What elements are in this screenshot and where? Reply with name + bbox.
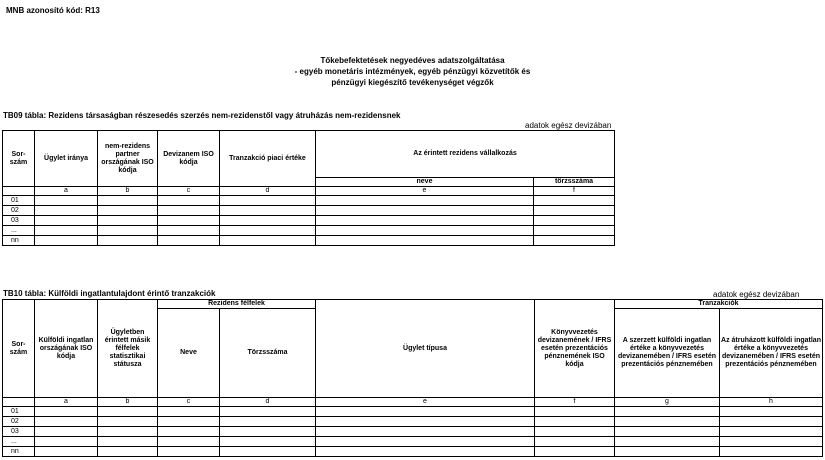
tb10-cell[interactable] — [98, 407, 158, 417]
tb09-letter: c — [158, 187, 220, 196]
tb10-header-tipus: Ügylet típusa — [316, 300, 535, 398]
tb10-cell[interactable] — [535, 437, 615, 447]
table-row — [3, 417, 823, 427]
tb09-header-vallalkozas: Az érintett rezidens vállalkozás — [316, 131, 615, 178]
tb09-cell[interactable] — [98, 236, 158, 246]
table-row — [3, 447, 823, 457]
tb09-cell[interactable] — [98, 196, 158, 206]
tb10-cell[interactable] — [316, 447, 535, 457]
tb09-cell[interactable] — [316, 226, 534, 236]
tb10-cell[interactable] — [720, 437, 823, 447]
tb09-cell[interactable] — [316, 216, 534, 226]
tb10-cell[interactable] — [720, 417, 823, 427]
tb10-cell[interactable] — [615, 427, 720, 437]
table-row — [3, 206, 615, 216]
tb10-header-tranzakciok: Tranzakciók — [615, 300, 823, 309]
tb10-cell[interactable] — [316, 427, 535, 437]
tb09-cell[interactable] — [534, 196, 615, 206]
tb10-letter: e — [316, 398, 535, 407]
tb09-cell[interactable] — [534, 226, 615, 236]
tb09-row-number: ... — [3, 226, 35, 236]
report-title — [220, 55, 605, 88]
tb09-header-irany: Ügylet iránya — [35, 131, 98, 187]
tb10-cell[interactable] — [535, 447, 615, 457]
tb10-cell[interactable] — [220, 417, 316, 427]
tb10-cell[interactable] — [720, 427, 823, 437]
tb09-cell[interactable] — [220, 216, 316, 226]
report-title-line-2: - egyéb monetáris intézmények, egyéb pénzügyi közvetítők és — [294, 67, 531, 76]
tb10-header-statusz: Ügyletben érintett másik félfelek statisztikai státusza — [98, 300, 158, 398]
tb09-header-neve: neve — [316, 178, 534, 187]
tb10-cell[interactable] — [535, 407, 615, 417]
tb09-cell[interactable] — [220, 236, 316, 246]
tb10-cell[interactable] — [535, 417, 615, 427]
tb09-cell[interactable] — [316, 206, 534, 216]
tb10-cell[interactable] — [35, 427, 98, 437]
tb10-cell[interactable] — [220, 437, 316, 447]
tb10-cell[interactable] — [98, 417, 158, 427]
tb09-cell[interactable] — [158, 196, 220, 206]
tb10-cell[interactable] — [35, 417, 98, 427]
tb10-row-number: 02 — [3, 417, 35, 427]
tb09-cell[interactable] — [316, 236, 534, 246]
tb10-cell[interactable] — [615, 447, 720, 457]
tb10-row-number: nn — [3, 447, 35, 457]
tb09-cell[interactable] — [158, 206, 220, 216]
tb10-header-rezidens: Rezidens félfelek — [158, 300, 316, 309]
tb10-header-devizanem: Könyvvezetés devizanemének / IFRS esetén prezentációs pénznemének ISO kódja — [535, 300, 615, 398]
tb09-cell[interactable] — [220, 206, 316, 216]
tb10-cell[interactable] — [615, 407, 720, 417]
tb10-cell[interactable] — [316, 407, 535, 417]
tb10-header-neve: Neve — [158, 309, 220, 398]
tb09-cell[interactable] — [98, 216, 158, 226]
tb09-cell[interactable] — [534, 216, 615, 226]
tb09-cell[interactable] — [35, 196, 98, 206]
tb10-cell[interactable] — [220, 407, 316, 417]
tb09-cell[interactable] — [35, 216, 98, 226]
tb10-cell[interactable] — [35, 437, 98, 447]
tb09-cell[interactable] — [158, 236, 220, 246]
tb10-header-orszag: Külföldi ingatlan országának ISO kódja — [35, 300, 98, 398]
tb10-row-number: ... — [3, 437, 35, 447]
tb09-cell[interactable] — [534, 236, 615, 246]
tb09-cell[interactable] — [220, 196, 316, 206]
tb09-unit-label: adatok egész devizában — [525, 121, 612, 130]
table-row — [3, 196, 615, 206]
table-row — [3, 236, 615, 246]
tb10-cell[interactable] — [535, 427, 615, 437]
tb09-header-torzsszama: törzsszáma — [534, 178, 615, 187]
tb10-row-number: 01 — [3, 407, 35, 417]
tb09-cell[interactable] — [35, 226, 98, 236]
tb09-table — [2, 130, 615, 246]
table-row — [3, 407, 823, 417]
tb09-cell[interactable] — [35, 206, 98, 216]
tb10-letter: a — [35, 398, 98, 407]
tb10-cell[interactable] — [615, 437, 720, 447]
tb10-header-atruhazott: Az átruházott külföldi ingatlan értéke a könyvvezetés devizanemében / IFRS esetén prezentációs pénznemében — [720, 309, 823, 398]
tb09-cell[interactable] — [35, 236, 98, 246]
tb09-cell[interactable] — [98, 206, 158, 216]
tb10-cell[interactable] — [316, 417, 535, 427]
tb09-header-sorszam: Sor-szám — [3, 131, 35, 187]
tb09-header-partner: nem-rezidens partner országának ISO kódja — [98, 131, 158, 187]
tb10-header-szerzett: A szerzett külföldi ingatlan értéke a könyvvezetés devizanemében / IFRS esetén prezentációs pénznemében — [615, 309, 720, 398]
tb10-cell[interactable] — [158, 427, 220, 437]
table-row — [3, 216, 615, 226]
tb09-letter: f — [534, 187, 615, 196]
table-row — [3, 437, 823, 447]
tb10-unit-label: adatok egész devizában — [713, 290, 800, 299]
tb09-letter-blank — [3, 187, 35, 196]
tb09-row-number: 03 — [3, 216, 35, 226]
tb10-cell[interactable] — [615, 417, 720, 427]
tb09-row-number: 02 — [3, 206, 35, 216]
tb09-cell[interactable] — [158, 216, 220, 226]
tb09-header-devizanem: Devizanem ISO kódja — [158, 131, 220, 187]
tb10-cell[interactable] — [98, 427, 158, 437]
tb10-letter: b — [98, 398, 158, 407]
tb10-row-number: 03 — [3, 427, 35, 437]
tb10-cell[interactable] — [35, 447, 98, 457]
tb10-cell[interactable] — [158, 407, 220, 417]
tb10-cell[interactable] — [98, 447, 158, 457]
tb10-letter: f — [535, 398, 615, 407]
tb10-cell[interactable] — [158, 417, 220, 427]
tb09-letter: b — [98, 187, 158, 196]
tb09-cell[interactable] — [158, 226, 220, 236]
tb10-header-sorszam: Sor-szám — [3, 300, 35, 398]
tb10-table-title: TB10 tábla: Külföldi ingatlantulajdont érintő tranzakciók — [3, 289, 216, 298]
tb09-letter: d — [220, 187, 316, 196]
tb10-cell[interactable] — [158, 437, 220, 447]
report-title-line-3: pénzügyi kiegészítő tevékenységet végzők — [331, 78, 494, 87]
tb09-row-number: nn — [3, 236, 35, 246]
tb09-header-ertek: Tranzakció piaci értéke — [220, 131, 316, 187]
tb09-cell[interactable] — [316, 196, 534, 206]
tb10-cell[interactable] — [158, 447, 220, 457]
table-row — [3, 226, 615, 236]
tb10-cell[interactable] — [316, 437, 535, 447]
tb10-cell[interactable] — [98, 437, 158, 447]
report-title-line-1: Tőkebefektetések negyedéves adatszolgáltatása — [320, 56, 505, 65]
table-row — [3, 427, 823, 437]
tb09-cell[interactable] — [98, 226, 158, 236]
tb10-cell[interactable] — [35, 407, 98, 417]
tb10-cell[interactable] — [720, 447, 823, 457]
tb09-row-number: 01 — [3, 196, 35, 206]
tb09-letter: a — [35, 187, 98, 196]
tb09-cell[interactable] — [220, 226, 316, 236]
mnb-code-label: MNB azonosító kód: R13 — [6, 6, 100, 15]
tb09-cell[interactable] — [534, 206, 615, 216]
tb10-letter: c — [158, 398, 220, 407]
tb10-letter-blank — [3, 398, 35, 407]
tb09-table-title: TB09 tábla: Rezidens társaságban részesedés szerzés nem-rezidenstől vagy átruházás nem-rezidensnek — [3, 111, 401, 120]
tb10-table — [2, 299, 823, 457]
tb10-letter: h — [720, 398, 823, 407]
tb10-header-torzsszama: Törzsszáma — [220, 309, 316, 398]
tb09-letter: e — [316, 187, 534, 196]
tb10-letter: g — [615, 398, 720, 407]
tb10-letter: d — [220, 398, 316, 407]
tb10-cell[interactable] — [720, 407, 823, 417]
tb10-cell[interactable] — [220, 447, 316, 457]
tb10-cell[interactable] — [220, 427, 316, 437]
